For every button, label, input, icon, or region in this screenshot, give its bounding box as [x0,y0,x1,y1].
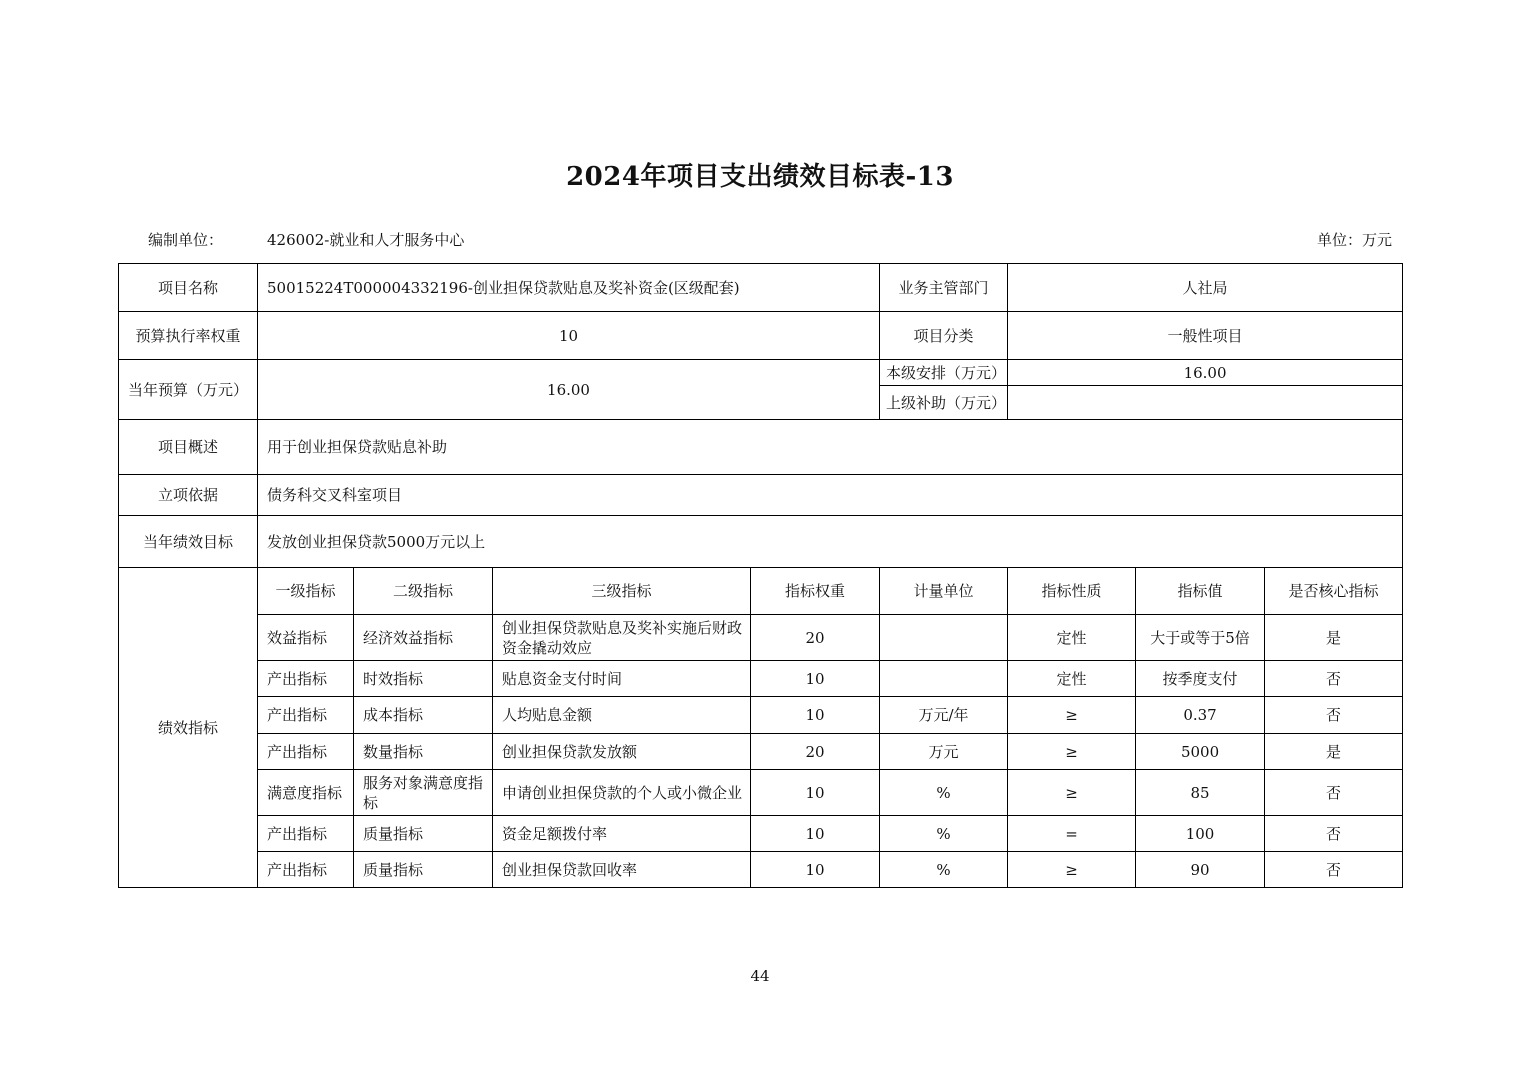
project-name-value: 50015224T000004332196-创业担保贷款贴息及奖补资金(区级配套) [258,264,880,312]
cell-weight: 10 [751,697,880,734]
basis-label: 立项依据 [119,475,258,516]
cell-level1: 产出指标 [258,661,354,697]
cell-unit [880,615,1008,661]
cell-level1: 产出指标 [258,816,354,852]
row-overview [119,420,1403,475]
col-header-value: 指标值 [1136,568,1265,615]
page-title: 2024年项目支出绩效目标表-13 [566,162,954,192]
col-header-weight: 指标权重 [751,568,880,615]
cell-value: 0.37 [1136,697,1265,734]
row-goal [119,516,1403,568]
cell-nature: ≥ [1008,770,1136,816]
indicators-section-label: 绩效指标 [119,568,258,888]
table-row [119,697,1403,734]
currency-unit: 单位：万元 [1316,231,1392,249]
row-project-name [119,264,1403,312]
cell-nature: 定性 [1008,661,1136,697]
cell-level1: 效益指标 [258,615,354,661]
indicator-header-row [119,568,1403,615]
table-row [119,852,1403,888]
cell-level3: 创业担保贷款回收率 [493,852,751,888]
cell-core: 否 [1265,816,1403,852]
row-basis [119,475,1403,516]
cell-unit: 万元 [880,734,1008,770]
cell-unit [880,661,1008,697]
cell-core: 否 [1265,661,1403,697]
row-budget-local [119,360,1403,386]
cell-nature: ≥ [1008,697,1136,734]
cell-level3: 资金足额拨付率 [493,816,751,852]
cell-level2: 质量指标 [354,852,493,888]
budget-value: 16.00 [258,360,880,420]
category-value: 一般性项目 [1008,312,1403,360]
cell-core: 是 [1265,615,1403,661]
cell-level3: 创业担保贷款贴息及奖补实施后财政资金撬动效应 [493,615,751,661]
cell-value: 90 [1136,852,1265,888]
weight-value: 10 [258,312,880,360]
col-header-nature: 指标性质 [1008,568,1136,615]
cell-level1: 满意度指标 [258,770,354,816]
cell-unit: % [880,816,1008,852]
dept-value: 人社局 [1008,264,1403,312]
cell-weight: 20 [751,615,880,661]
col-header-unit: 计量单位 [880,568,1008,615]
cell-weight: 10 [751,852,880,888]
cell-value: 5000 [1136,734,1265,770]
cell-nature: 定性 [1008,615,1136,661]
weight-label: 预算执行率权重 [119,312,258,360]
org-value: 426002-就业和人才服务中心 [267,231,465,249]
col-header-level3: 三级指标 [493,568,751,615]
overview-label: 项目概述 [119,420,258,475]
cell-level1: 产出指标 [258,697,354,734]
dept-label: 业务主管部门 [880,264,1008,312]
basis-value: 债务科交叉科室项目 [258,475,1403,516]
cell-level3: 贴息资金支付时间 [493,661,751,697]
performance-table [118,263,1403,888]
org-label: 编制单位： [148,231,224,249]
cell-core: 是 [1265,734,1403,770]
cell-value: 100 [1136,816,1265,852]
cell-level2: 质量指标 [354,816,493,852]
cell-level2: 经济效益指标 [354,615,493,661]
cell-unit: % [880,770,1008,816]
superior-label: 上级补助（万元） [880,386,1008,420]
cell-level3: 人均贴息金额 [493,697,751,734]
cell-level2: 成本指标 [354,697,493,734]
budget-label: 当年预算（万元） [119,360,258,420]
cell-value: 大于或等于5倍 [1136,615,1265,661]
cell-level2: 数量指标 [354,734,493,770]
cell-weight: 10 [751,770,880,816]
cell-level3: 创业担保贷款发放额 [493,734,751,770]
project-name-label: 项目名称 [119,264,258,312]
col-header-core: 是否核心指标 [1265,568,1403,615]
overview-value: 用于创业担保贷款贴息补助 [258,420,1403,475]
page-number: 44 [750,967,770,985]
local-value: 16.00 [1008,360,1403,386]
cell-unit: 万元/年 [880,697,1008,734]
table-row [119,816,1403,852]
goal-value: 发放创业担保贷款5000万元以上 [258,516,1403,568]
cell-nature: = [1008,816,1136,852]
cell-core: 否 [1265,770,1403,816]
category-label: 项目分类 [880,312,1008,360]
cell-level3: 申请创业担保贷款的个人或小微企业 [493,770,751,816]
col-header-level1: 一级指标 [258,568,354,615]
cell-level1: 产出指标 [258,734,354,770]
table-row [119,770,1403,816]
cell-weight: 20 [751,734,880,770]
col-header-level2: 二级指标 [354,568,493,615]
superior-value [1008,386,1403,420]
cell-core: 否 [1265,852,1403,888]
cell-nature: ≥ [1008,734,1136,770]
table-row [119,734,1403,770]
cell-nature: ≥ [1008,852,1136,888]
cell-weight: 10 [751,816,880,852]
cell-level1: 产出指标 [258,852,354,888]
cell-core: 否 [1265,697,1403,734]
table-row [119,615,1403,661]
cell-level2: 时效指标 [354,661,493,697]
goal-label: 当年绩效目标 [119,516,258,568]
cell-weight: 10 [751,661,880,697]
table-row [119,661,1403,697]
cell-unit: % [880,852,1008,888]
local-label: 本级安排（万元） [880,360,1008,386]
cell-value: 85 [1136,770,1265,816]
row-weight [119,312,1403,360]
cell-value: 按季度支付 [1136,661,1265,697]
cell-level2: 服务对象满意度指标 [354,770,493,816]
